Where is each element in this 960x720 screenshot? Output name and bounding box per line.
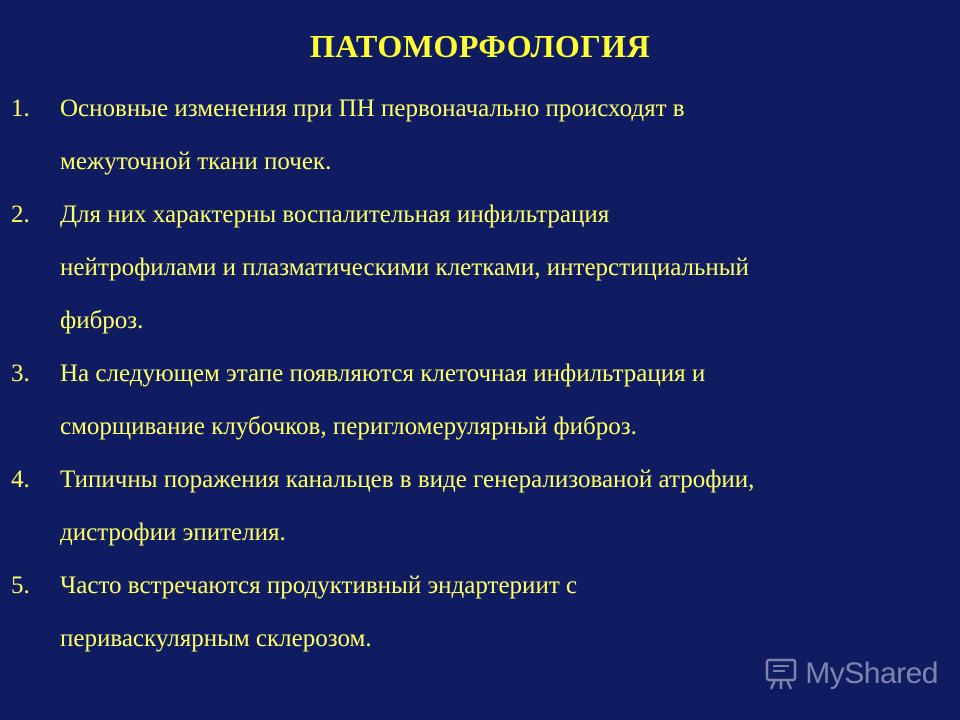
item-line: Основные изменения при ПН первоначально происходят в <box>60 95 685 122</box>
item-line: дистрофии эпителия. <box>60 519 286 546</box>
item-line: Типичны поражения канальцев в виде генерализованой атрофии, <box>60 466 755 493</box>
item-line: нейтрофилами и плазматическими клетками, интерстициальный <box>60 254 749 281</box>
item-number: 2. <box>11 201 30 228</box>
watermark <box>763 656 938 692</box>
slide-title: ПАТОМОРФОЛОГИЯ <box>309 28 651 64</box>
item-number: 5. <box>11 572 30 599</box>
item-number: 4. <box>11 466 30 493</box>
item-number: 3. <box>11 360 30 387</box>
item-line: фиброз. <box>60 307 144 334</box>
list-item <box>0 559 960 665</box>
content-list <box>0 82 960 665</box>
list-item <box>0 453 960 559</box>
item-line: Часто встречаются продуктивный эндартериит с <box>60 572 578 599</box>
item-line: На следующем этапе появляются клеточная инфильтрация и <box>60 360 706 387</box>
item-line: периваскулярным склерозом. <box>60 625 372 652</box>
list-item <box>0 188 960 347</box>
presentation-board-icon <box>763 656 799 692</box>
item-line: межуточной ткани почек. <box>60 148 332 175</box>
item-number: 1. <box>11 95 30 122</box>
list-item <box>0 82 960 188</box>
list-item <box>0 347 960 453</box>
watermark-text: MyShared <box>805 657 938 690</box>
item-line: Для них характерны воспалительная инфильтрация <box>60 201 610 228</box>
item-line: сморщивание клубочков, перигломерулярный фиброз. <box>60 413 637 440</box>
